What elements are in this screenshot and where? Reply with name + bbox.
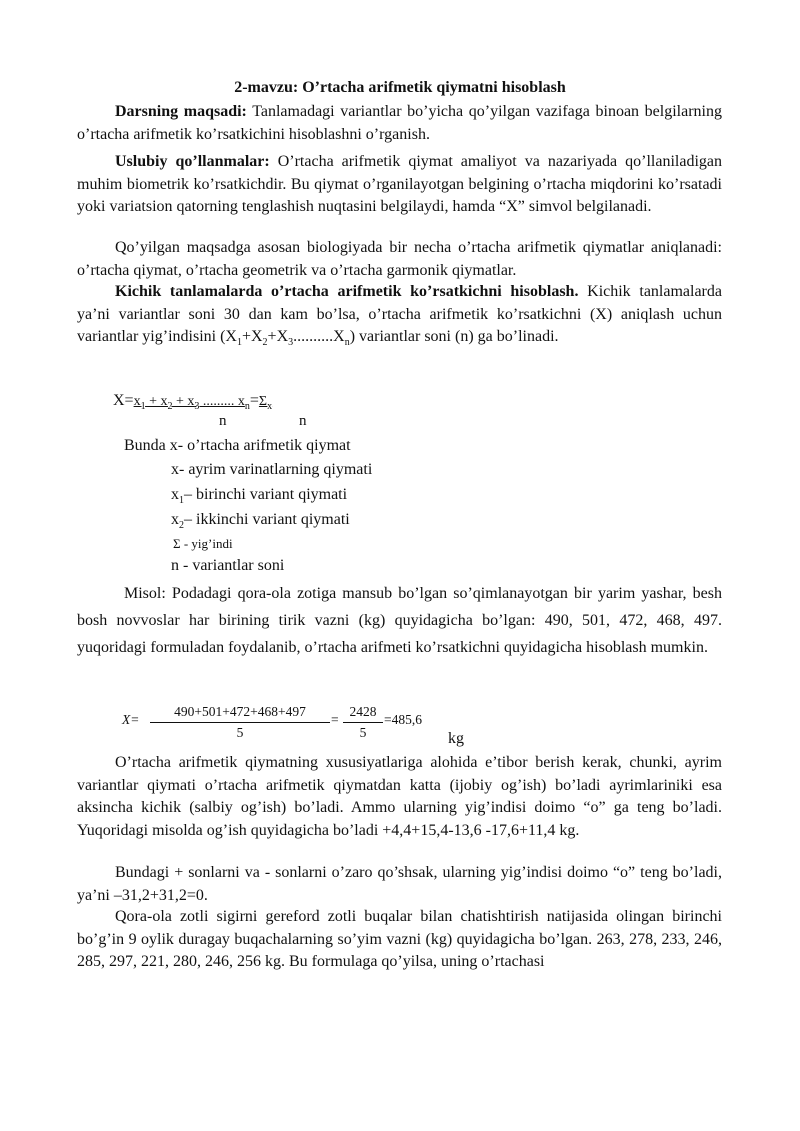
property-paragraph: O’rtacha arifmetik qiymatning xususiyatlariga alohida e’tibor berish kerak, chunki, ayrim variantlar qiymati o’rtacha arifmetik qiymatdan katta (ijobiy og’ish) bo’ladi ayrimlariniki esa aksincha kichik (salbiy og’ish) bo’ladi. Ammo ularning yig’indisi doimo “o” ga teng bo’ladi. Yuqoridagi misolda og’ish quyidagicha bo’ladi +4,4+15,4-13,6 -17,6+11,4 kg. <box>77 754 722 839</box>
small-sample-paragraph: Kichik tanlamalarda o’rtacha arifmetik ko’rsatkichni hisoblash. Kichik tanlamalarda ya’ni variantlar soni 30 dan kam bo’lsa, o’rtacha arifmetik ko’rsatkichni (X) aniqlash uchun variantlar yig’indisini $(X_1+X_2+X_3..........X_n)$ variantlar soni (n) ga bo’linadi. <box>77 283 722 349</box>
goal-paragraph <box>77 101 722 146</box>
formula2-result: =485,6 <box>384 712 422 727</box>
formula2-lhs: X= <box>122 712 140 727</box>
formula2-eq: = <box>331 712 339 727</box>
formula2-denominator2: 5 <box>359 725 367 740</box>
formula-denominator-1: n <box>219 413 227 429</box>
method-paragraph <box>77 151 722 219</box>
formula-denominator-2: n <box>299 413 307 429</box>
formula2-numerator: 490+501+472+468+497 <box>174 704 306 719</box>
formula2-denominator: 5 <box>236 725 244 740</box>
page-title: 2-mavzu: O’rtacha arifmetik qiymatni hisoblash <box>234 79 566 96</box>
method-label: Uslubiy qo’llanmalar: <box>115 153 270 170</box>
formula2-numerator2: 2428 <box>349 704 377 719</box>
method-text: O’rtacha arifmetik qiymat amaliyot va nazariyada qo’llaniladigan muhim biometrik ko’rsatkichdir. Bu qiymat o’rganilayotgan belgining o’rtacha miqdorini ko’rsatadi yoki variatsion qatorning tenglashish nuqtasini belgilaydi, hamda “X” simvol belgilanadi. <box>77 153 723 215</box>
def-x: x- ayrim varinatlarning qiymati <box>171 461 373 478</box>
def-x1: $x_1-$ birinchi variant qiymati <box>171 486 348 507</box>
mean-formula: $X=x_1 + x_2 + x_3$ ......... $x_n=\Sigma_x$ <box>113 392 273 412</box>
goal-label: Darsning maqsadi: <box>115 103 247 120</box>
def-n: n - variantlar soni <box>171 557 285 574</box>
small-sample-label: Kichik tanlamalarda o’rtacha arifmetik ko’rsatkichni hisoblash. <box>115 283 579 300</box>
formula2-fraction-line2 <box>343 722 383 723</box>
example-paragraph: Misol: Podadagi qora-ola zotiga mansub bo’lgan so’qimlanayotgan bir yarim yashar, besh bosh novvoslar har birining tirik vazni (kg) quyidagicha bo’lgan: 490, 501, 472, 468, 497. yuqoridagi formuladan foydalanib, o’rtacha arifmeti ko’rsatkichni quyidagicha hisoblash mumkin. <box>77 585 722 656</box>
def-sigma: Σ - yig’indi <box>173 536 233 551</box>
formula-sigma: $\Sigma_x$ <box>258 394 273 412</box>
intro-paragraph: Qo’yilgan maqsadga asosan biologiyada bir necha o’rtacha arifmetik qiymatlar aniqlanadi: o’rtacha qiymat, o’rtacha geometrik va o’rtacha garmonik qiymatlar. <box>77 239 722 279</box>
formula2-unit: kg <box>448 730 464 747</box>
example2-paragraph: Qora-ola zotli sigirni gereford zotli buqalar bilan chatishtirish natijasida olingan birinchi bo’g’in 9 oylik duragay buqachalarning so’yim vazni (kg) quyidagicha bo’lgan. 263, 278, 233, 246, 285, 297, 221, 280, 246, 256 kg. Bu formulaga qo’yilsa, uning o’rtachasi <box>77 908 722 970</box>
sum-paragraph: Bundagi + sonlarni va - sonlarni o’zaro qo’shsak, ularning yig’indisi doimo “o” teng bo’ladi, ya’ni –31,2+31,2=0. <box>77 864 722 904</box>
def-x2: $x_2-$ ikkinchi variant qiymati <box>171 511 350 532</box>
formula-lhs: X= <box>113 392 134 409</box>
formula-numerator: $x_1 + x_2 + x_3$ ......... $x_n$ <box>133 394 250 412</box>
goal-text: Tanlamadagi variantlar bo’yicha qo’yilgan vazifaga binoan belgilarning o’rtacha arifmetik ko’rsatkichini hisoblashni o’rganish. <box>77 103 722 143</box>
def-mean: Bunda x- o’rtacha arifmetik qiymat <box>124 437 351 454</box>
formula2-fraction-line <box>150 722 330 723</box>
